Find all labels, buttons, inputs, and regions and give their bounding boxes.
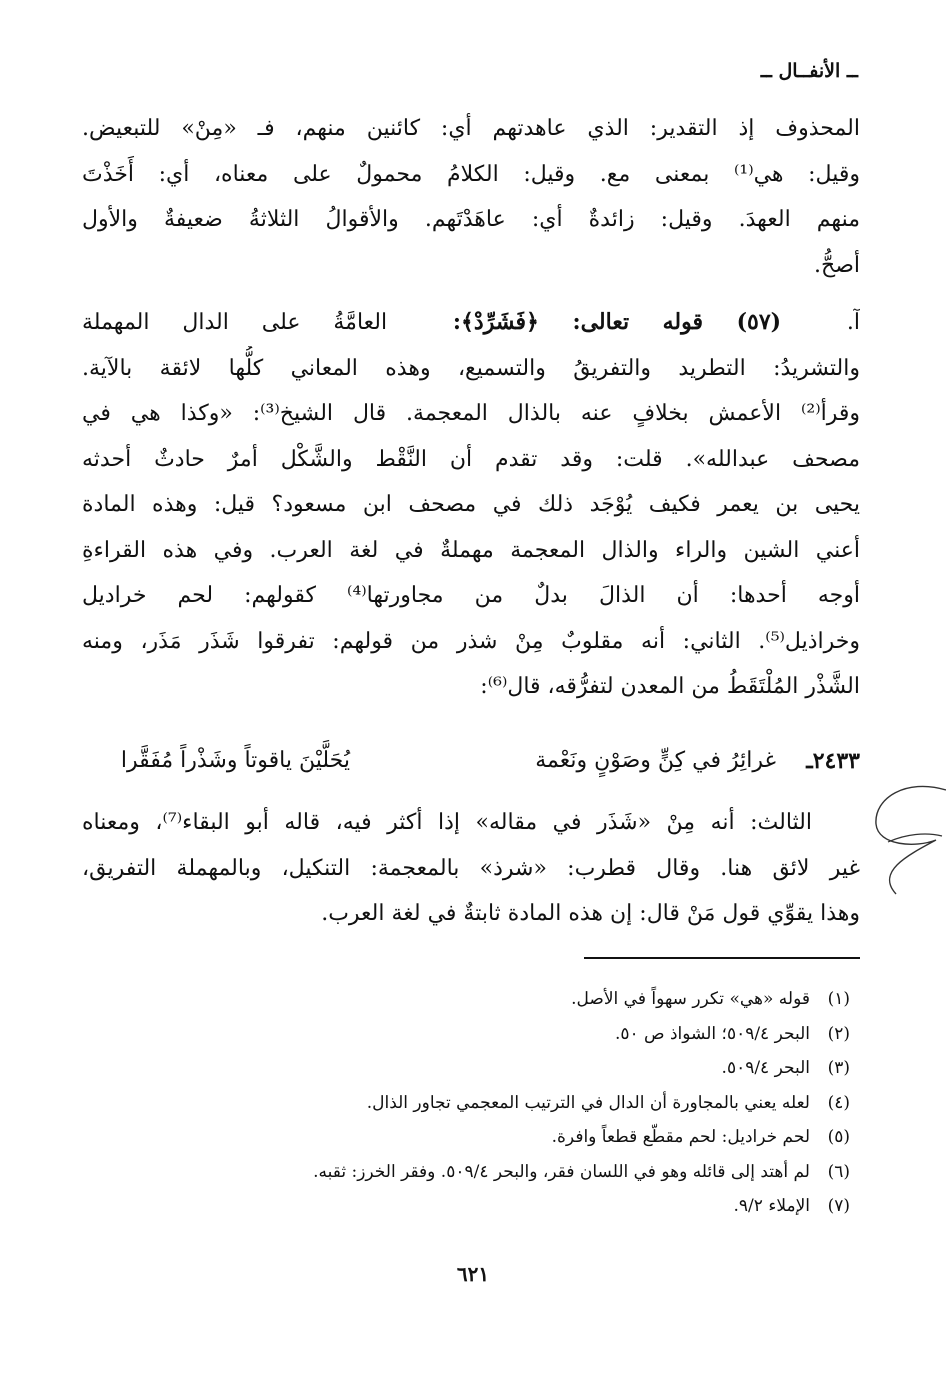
footnote-text: الإملاء ٩/٢. <box>733 1196 810 1216</box>
text-line: أصحُّ. <box>814 252 860 278</box>
footnote-text: البحر ٥٠٩/٤. <box>721 1058 810 1078</box>
footnote-item <box>90 1017 850 1052</box>
footnote-separator <box>584 957 860 959</box>
margin-decoration-icon <box>866 776 946 902</box>
poetry-verse <box>82 738 860 784</box>
footnote-text: لعله يعني بالمجاورة أن الدال في الترتيب المعجمي تجاور الذال. <box>366 1092 810 1113</box>
footnote-item <box>90 1155 850 1190</box>
text-line: منهم العهدَ. وقيل: زائدةٌ أي: عاهَدْتَهم. والأقوالُ الثلاثةُ ضعيفةٌ والأول <box>82 207 860 232</box>
footnote-text: لم أهتد إلى قائله وهو في اللسان فقر، والبحر ٥٠٩/٤. وفقر الخرز: ثقبه. <box>313 1161 810 1182</box>
verse-number: ٢٤٣٣ـ <box>806 748 860 774</box>
page-number: ٦٢١ <box>456 1262 490 1286</box>
text-line: وهذا يقوِّي قول مَنْ قال: إن هذه المادة ثابتةٌ في لغة العرب. <box>321 901 860 926</box>
text-line: أعني الشين والراء والذال المعجمة مهملةٌ في لغة العرب. وفي هذه القراءةِ <box>82 537 860 563</box>
footnote-number: (٢) <box>827 1023 850 1044</box>
text-line: غير لائق هنا. وقال قطرب: «شرذ» بالمعجمة: التنكيل، وبالمهملة التفريق، <box>82 855 860 881</box>
running-head: ــ الأنفــال ــ <box>760 60 858 82</box>
footnote-item <box>90 982 850 1017</box>
footnote-number: (٧) <box>827 1196 850 1216</box>
text-line: المحذوف إذ التقدير: الذي عاهدتهم أي: كائنين منهم، فـ «مِنْ» للتبعيض. <box>82 116 860 141</box>
text-line: وخراذيل⁽⁵⁾. الثاني: أنه مقلوبٌ مِنْ شذر من قولهم: تفرقوا شَذَر مَذَر، ومنه <box>82 628 860 654</box>
paragraph-verse-57 <box>82 300 860 710</box>
footnote-text: البحر ٥٠٩/٤؛ الشواذ ص ٥٠. <box>614 1023 810 1044</box>
footnote-number: (٤) <box>827 1092 850 1113</box>
paragraph-opening <box>82 106 860 288</box>
text-run: العامَّةُ على الدال المهملة <box>82 310 388 335</box>
paragraph-third-view <box>82 800 860 937</box>
footnote-item <box>90 1189 850 1224</box>
footnote-number: (٦) <box>827 1161 850 1182</box>
text-line: وقيل: هي⁽¹⁾ بمعنى مع. وقيل: الكلامُ محمولٌ على معناه، أي: أَخَذْتَ <box>82 161 860 187</box>
text-line: وقرأ⁽²⁾ الأعمش بخلافٍ عنه بالذال المعجمة. قال الشيخ⁽³⁾: «وكذا هي في <box>82 401 860 426</box>
footnote-number: (٣) <box>827 1058 850 1078</box>
footnote-item <box>90 1051 850 1086</box>
verse-hemistich-second: يُحَلَّيْنَ ياقوتاً وشَذْراً مُفَقَّرا <box>120 748 350 773</box>
footnote-text: قوله «هي» تكرر سهواً في الأصل. <box>571 989 810 1009</box>
paragraph-marker: آ. <box>846 310 860 335</box>
footnote-item <box>90 1120 850 1155</box>
footnote-item <box>90 1086 850 1121</box>
footnote-number: (٥) <box>827 1127 850 1147</box>
footnote-number: (١) <box>827 989 850 1009</box>
text-line: الشَّذْر المُلْتَقَطُ من المعدن لتفرُّقه، قال⁽⁶⁾: <box>480 674 860 699</box>
text-line: مصحف عبدالله». قلت: وقد تقدم أن النَّقْط والشَّكْل أمرٌ حادثٌ أحدثه <box>82 446 860 472</box>
verse-hemistich-first: غرائِرُ في كِنٍّ وصَوْنٍ ونَعْمة <box>535 748 776 773</box>
text-line <box>82 300 860 346</box>
text-line: يحيى بن يعمر فكيف يُوْجَد ذلك في مصحف ابن مسعود؟ قيل: وهذه المادة <box>82 492 860 517</box>
text-line: الثالث: أنه مِنْ «شَذَر في مقاله» إذا أكثر فيه، قاله أبو البقاء⁽⁷⁾، ومعناه <box>82 810 812 835</box>
text-line: والتشريدُ: التطريد والتفريقُ والتسميع، وهذه المعاني كلُّها لائقة بالآية. <box>82 355 860 381</box>
text-line: أوجه أحدها: أن الذالَ بدلٌ من مجاورتها⁽⁴⁾ كقولهم: لحم خراديل <box>82 583 860 608</box>
verse-heading: (٥٧) قوله تعالى: ﴿فَشَرِّدْ﴾: <box>452 309 782 335</box>
footnotes-list <box>90 982 850 1224</box>
footnote-text: لحم خراديل: لحم مقطّع قطعاً وافرة. <box>551 1127 810 1147</box>
